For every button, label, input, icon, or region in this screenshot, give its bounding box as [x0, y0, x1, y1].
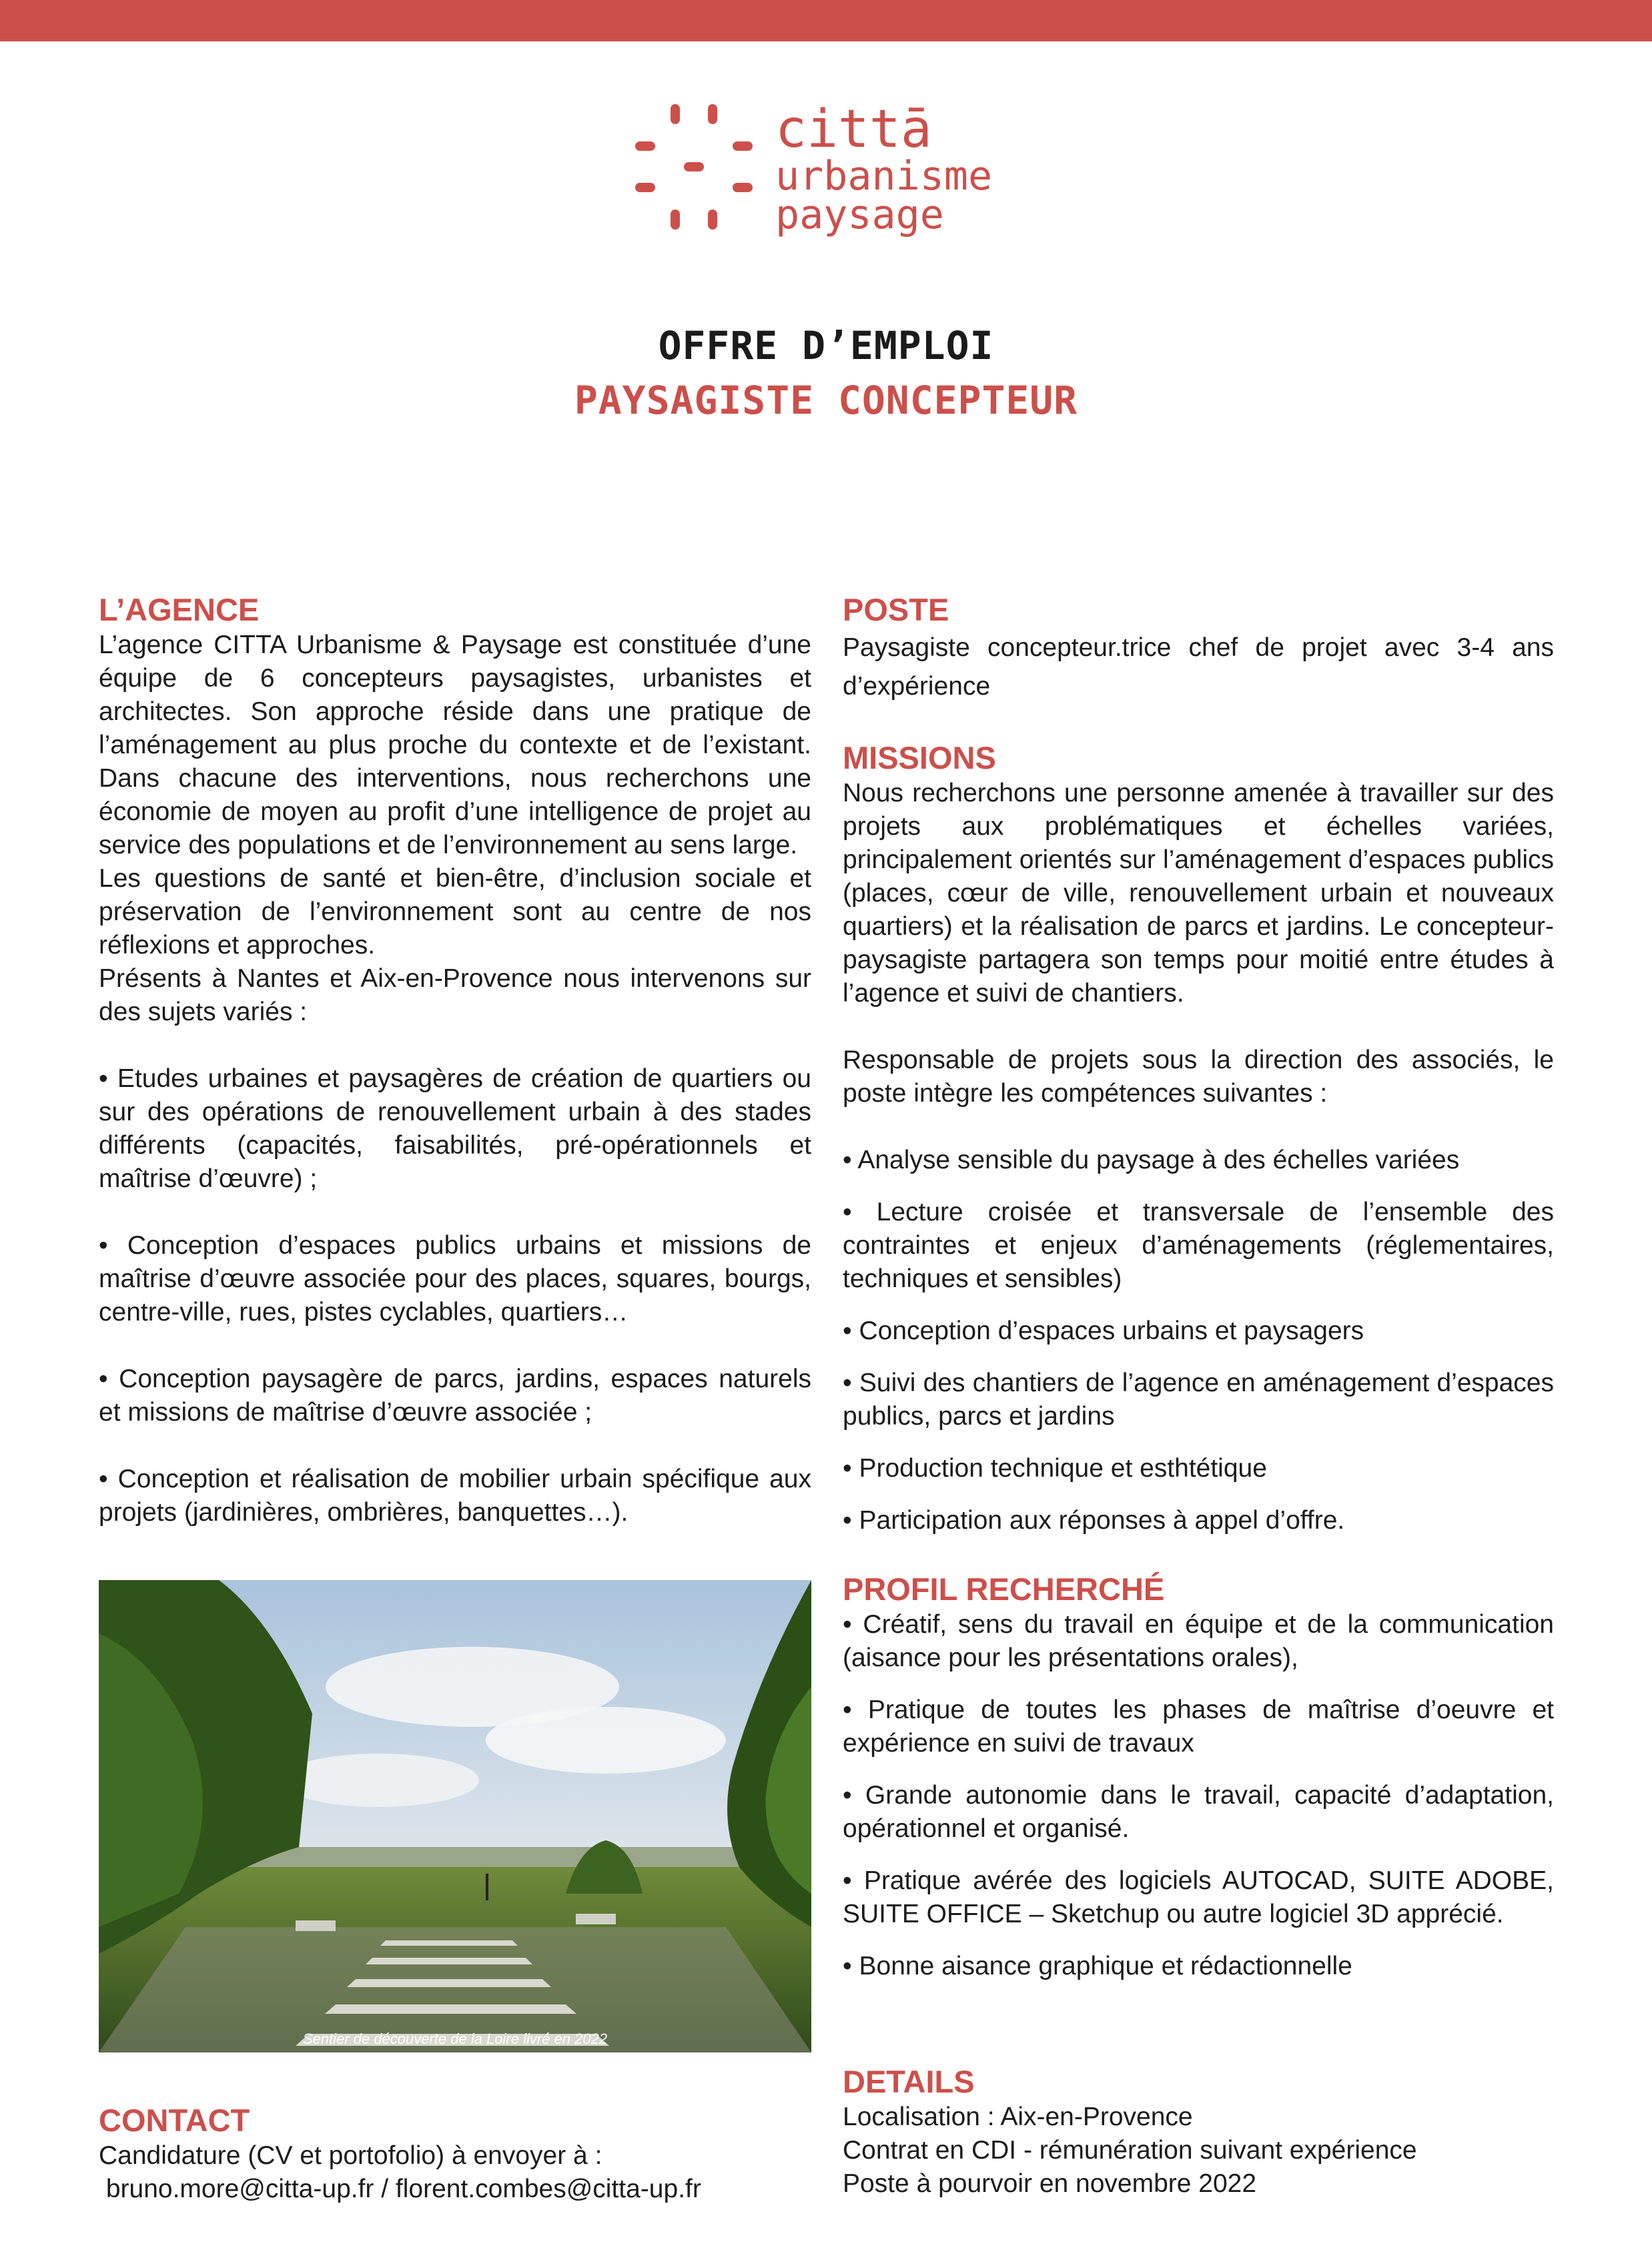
agence-bullet: • Conception et réalisation de mobilier urbain spécifique aux projets (jardinières, ombrières, banquettes…). [99, 1465, 811, 1527]
logo-line-urbanisme: urbanisme [775, 153, 993, 200]
missions-bullet: • Conception d’espaces urbains et paysagers [843, 1317, 1364, 1345]
missions-bullet: • Analyse sensible du paysage à des échelles variées [843, 1146, 1460, 1174]
agence-paragraph-2: Les questions de santé et bien-être, d’inclusion sociale et préservation de l’environnement sont au centre de nos réflexions et approches. [99, 864, 811, 960]
poste-text: Paysagiste concepteur.trice chef de projet avec 3-4 ans d’expérience [843, 633, 1554, 701]
heading-contact: CONTACT [99, 2103, 250, 2138]
details-start: Poste à pourvoir en novembre 2022 [843, 2169, 1257, 2198]
missions-bullet: • Participation aux réponses à appel d’offre. [843, 1506, 1345, 1535]
missions-paragraph-1: Nous recherchons une personne amenée à travailler sur des projets aux problématiques et échelles variées, principalement orientés sur l’aménagement d’espaces publics (places, cœur de ville, renouvellement urbain et nouveaux quartiers) et la réalisation de parcs et jardins. Le concepteur-paysagiste partagera son temps pour moitié entre études à l’agence et suivi de chantiers. [843, 779, 1554, 1008]
agence-bullet: • Conception d’espaces publics urbains et missions de maîtrise d’œuvre associée pour des places, squares, bourgs, centre-ville, rues, pistes cyclables, quartiers… [99, 1231, 811, 1327]
title-job: PAYSAGISTE CONCEPTEUR [574, 378, 1078, 423]
missions-bullet: • Production technique et esthtétique [843, 1454, 1267, 1483]
agence-paragraph-1: L’agence CITTA Urbanisme & Paysage est constituée d’une équipe de 6 concepteurs paysagistes, urbanistes et architectes. Son approche réside dans une pratique de l’aménagement au plus proche du contexte et de l’existant. Dans chacune des interventions, nous recherchons une économie de moyen au profit d’une intelligence de projet au service des populations et de l’environnement au sens large. [99, 631, 811, 859]
contact-emails: bruno.more@citta-up.fr / florent.combes@citta-up.fr [99, 2175, 701, 2203]
heading-poste: POSTE [843, 592, 949, 627]
right-column [843, 591, 1554, 1983]
project-photo [99, 1580, 811, 2052]
details-contract: Contrat en CDI - rémunération suivant expérience [843, 2136, 1417, 2165]
missions-bullet: • Lecture croisée et transversale de l’ensemble des contraintes et enjeux d’aménagements (réglementaires, techniques et sensibles) [843, 1198, 1554, 1293]
contact-line: Candidature (CV et portofolio) à envoyer à : [99, 2141, 602, 2170]
left-column [99, 591, 811, 1529]
top-accent-bar [0, 0, 1652, 41]
photo-landscape-image [99, 1580, 811, 2052]
title-offre: OFFRE D’EMPLOI [658, 323, 994, 368]
profil-bullet: • Pratique avérée des logiciels AUTOCAD, SUITE ADOBE, SUITE OFFICE – Sketchup ou autre logiciel 3D apprécié. [843, 1866, 1554, 1928]
missions-paragraph-2: Responsable de projets sous la direction des associés, le poste intègre les compétences suivantes : [843, 1046, 1554, 1108]
page-title [0, 320, 1652, 426]
heading-agence: L’AGENCE [99, 592, 260, 627]
logo-line-citta: cittā [775, 99, 932, 159]
profil-bullet: • Créatif, sens du travail en équipe et de la communication (aisance pour les présentations orales), [843, 1610, 1554, 1672]
heading-profil: PROFIL RECHERCHÉ [843, 1571, 1165, 1607]
missions-bullet: • Suivi des chantiers de l’agence en aménagement d’espaces publics, parcs et jardins [843, 1369, 1554, 1431]
agence-paragraph-3: Présents à Nantes et Aix-en-Provence nous intervenons sur des sujets variés : [99, 964, 811, 1026]
heading-missions: MISSIONS [843, 740, 996, 775]
details-section [843, 2063, 1557, 2201]
logo-mark-icon [634, 100, 754, 234]
agence-bullet: • Conception paysagère de parcs, jardins, espaces naturels et missions de maîtrise d’œuvre associée ; [99, 1365, 811, 1427]
citta-logo [634, 100, 1034, 240]
heading-details: DETAILS [843, 2064, 975, 2099]
photo-caption: Sentier de découverte de la Loire livré en 2022 [302, 2030, 608, 2047]
details-location: Localisation : Aix-en-Provence [843, 2103, 1193, 2131]
agence-bullet: • Etudes urbaines et paysagères de création de quartiers ou sur des opérations de renouvellement urbain à des stades différents (capacités, faisabilités, pré-opérationnels et maîtrise d’œuvre) ; [99, 1064, 811, 1193]
profil-bullet: • Bonne aisance graphique et rédactionnelle [843, 1952, 1352, 1980]
profil-bullet: • Grande autonomie dans le travail, capacité d’adaptation, opérationnel et organisé. [843, 1781, 1554, 1843]
profil-bullet: • Pratique de toutes les phases de maîtrise d’oeuvre et expérience en suivi de travaux [843, 1696, 1554, 1758]
logo-line-paysage: paysage [775, 192, 944, 238]
contact-section [99, 2102, 813, 2206]
